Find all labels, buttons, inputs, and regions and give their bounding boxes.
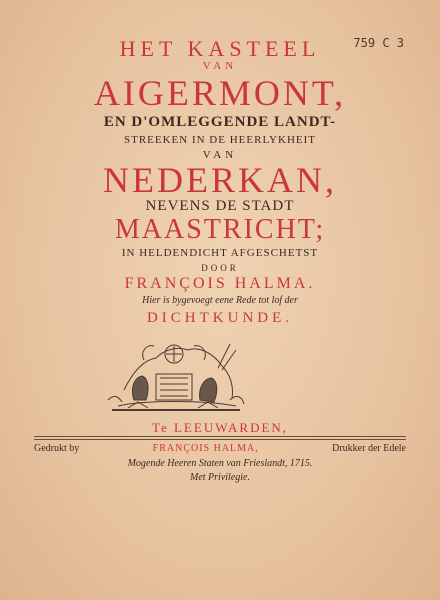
imprint-printer: FRANÇOIS HALMA,	[152, 443, 259, 454]
divider-rule	[34, 439, 406, 440]
engraved-vignette	[104, 330, 248, 416]
title-line-het-kasteel: HET KASTEEL	[119, 36, 321, 61]
shelfmark: 759 C 3	[353, 36, 404, 50]
title-line-bygevoegt: Hier is bygevoegt eene Rede tot lof der	[142, 295, 298, 306]
imprint-printer-title: Drukker der Edele	[332, 443, 406, 454]
title-line-nevens: NEVENS DE STADT	[145, 198, 295, 214]
author-name: FRANÇOIS HALMA.	[124, 275, 316, 292]
title-line-aigermont: AIGERMONT,	[93, 73, 347, 113]
title-line-heldendicht: IN HELDENDICHT AFGESCHETST	[121, 247, 319, 259]
title-line-door: DOOR	[201, 263, 239, 273]
imprint-printed-by: Gedrukt by	[34, 443, 80, 454]
imprint-line-1	[34, 443, 406, 454]
title-line-streeken: STREEKEN IN DE HEERLYKHEIT	[123, 134, 316, 146]
title-line-van-1: VAN	[202, 60, 238, 72]
imprint-line-2: Mogende Heeren Staten van Frieslandt, 1715.	[127, 458, 313, 469]
title-line-dichtkunde: DICHTKUNDE.	[146, 310, 294, 326]
divider-rule	[34, 436, 406, 437]
title-line-nederkan: NEDERKAN,	[103, 160, 337, 200]
title-line-omleggende: EN D'OMLEGGENDE LANDT-	[103, 114, 337, 130]
imprint-privilege: Met Privilegie.	[190, 472, 250, 483]
imprint-place: Te LEEUWARDEN,	[151, 420, 289, 435]
title-line-van-2: VAN	[202, 149, 238, 161]
title-line-maastricht: MAASTRICHT;	[114, 214, 326, 245]
